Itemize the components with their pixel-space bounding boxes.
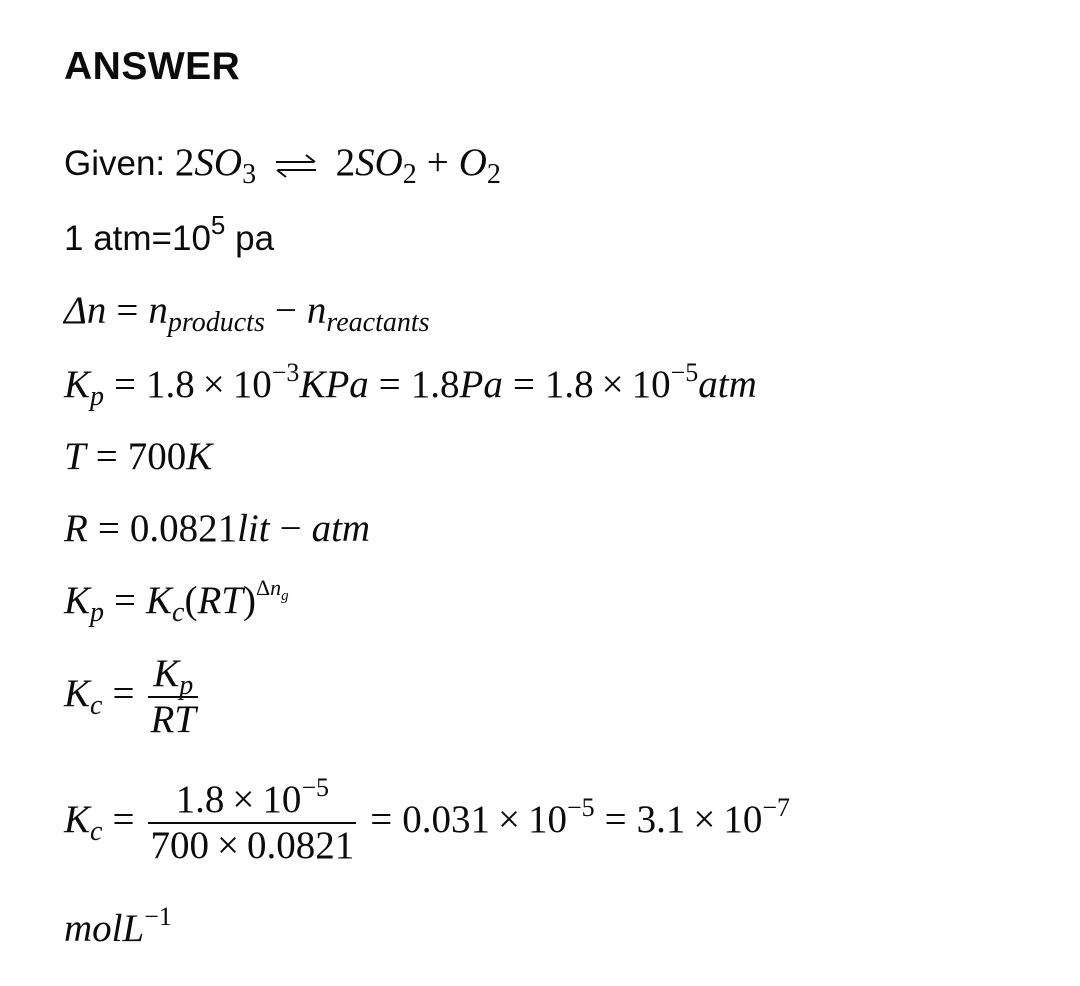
delta-n-line: $\Delta n = n_{products} - n_{reactants}$	[64, 289, 430, 338]
kp-value-line: $K_p = 1.8 \times 10^{-3}KPa = 1.8Pa = 1.8 \times 10^{-5}atm$	[64, 358, 757, 412]
kc-formula-line: $K_c$ = $\frac{K_p}{RT}$	[64, 652, 196, 741]
atm-conversion-line: 1 $atm=10^5$ pa	[64, 210, 275, 258]
answer-heading: ANSWER	[64, 45, 241, 88]
temperature-line: T = 700K	[64, 435, 213, 478]
given-label: Given:	[64, 144, 166, 183]
answer-document	[64, 0, 1044, 986]
equilibrium-arrow-icon	[274, 153, 318, 179]
kc-fraction: $\frac{K_p}{RT}$	[150, 652, 196, 741]
unit-line: molL$^{-1}$	[64, 902, 172, 950]
kc-calculation-line: $K_c$ = $\frac{1.8 \times 10^{-5}}{700 \times 0.0821}$ = $0.031 \times 10^{-5} = 3.1 \times 10^{-7}$	[64, 773, 791, 867]
kc-calc-fraction: $\frac{1.8 \times 10^{-5}}{700 \times 0.0821}$	[150, 773, 355, 867]
kp-kc-relation-line: $K_p = K_c(RT)^{\Delta n_g}$	[64, 575, 289, 628]
given-equation-line: Given: $2SO_3$ $2SO_2 + O_2$	[64, 141, 501, 190]
gas-constant-line: R = 0.0821lit − atm	[64, 507, 371, 550]
